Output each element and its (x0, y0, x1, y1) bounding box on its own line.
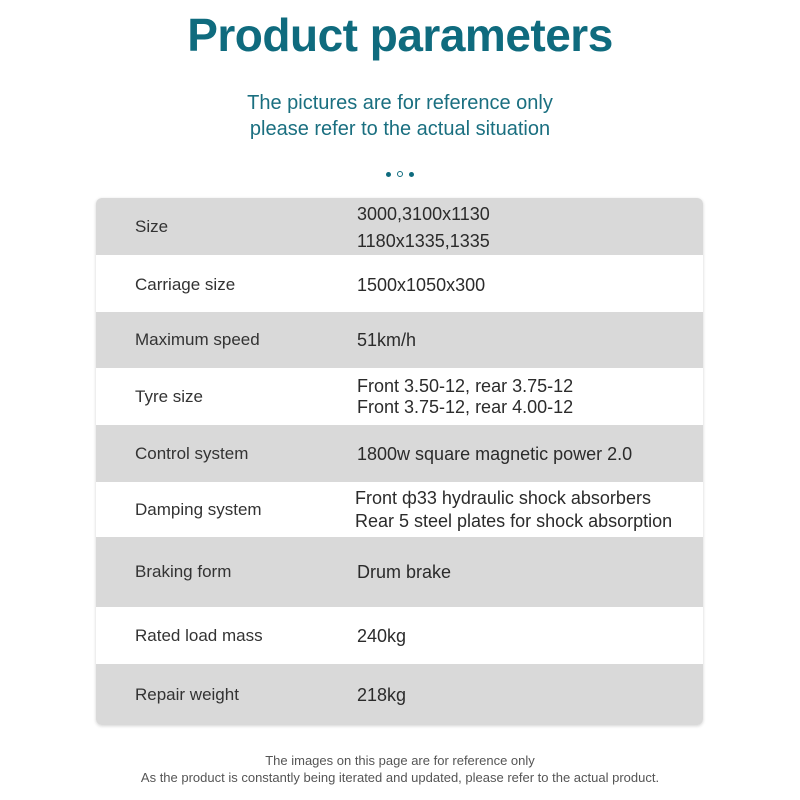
subtitle-line-2: please refer to the actual situation (249, 118, 551, 140)
spec-label: Carriage size (135, 274, 236, 294)
spec-value (357, 425, 703, 482)
spec-label: Rated load mass (135, 625, 263, 645)
spec-value-line: Front ф33 hydraulic shock absorbers (355, 487, 651, 508)
decorative-dots (0, 171, 800, 177)
spec-value-line: 240kg (357, 625, 407, 646)
spec-value-line: 1180x1335,1335 (357, 231, 490, 251)
hollow-dot-icon (397, 171, 403, 177)
page-title: Product parameters (187, 9, 613, 61)
spec-value (357, 537, 703, 607)
spec-label: Control system (135, 443, 249, 463)
spec-value-line: 1500x1050x300 (357, 274, 486, 295)
subtitle (0, 90, 800, 142)
table-row (96, 537, 703, 607)
spec-table (96, 198, 703, 725)
table-row (96, 198, 703, 255)
spec-value-line: 3000,3100x1130 (357, 204, 490, 224)
spec-value-line: 51km/h (357, 330, 417, 350)
spec-value (357, 257, 703, 312)
footer-line-2: As the product is constantly being iterated and updated, please refer to the actual product. (140, 770, 660, 785)
spec-value (357, 607, 703, 664)
spec-label: Size (135, 216, 169, 236)
dot-icon (386, 172, 391, 177)
table-row (96, 607, 703, 664)
spec-value (357, 664, 703, 725)
footer-disclaimer (0, 752, 800, 786)
dot-icon (409, 172, 414, 177)
table-row (96, 425, 703, 482)
footer-line-1: The images on this page are for reference only (265, 753, 535, 768)
spec-value-line: Drum brake (357, 562, 452, 582)
spec-label: Maximum speed (135, 330, 260, 349)
spec-value (355, 482, 703, 537)
subtitle-line-1: The pictures are for reference only (247, 92, 553, 114)
spec-label: Repair weight (135, 684, 239, 704)
spec-value (357, 312, 703, 368)
table-row (96, 664, 703, 725)
table-row (96, 257, 703, 312)
spec-value (357, 201, 703, 255)
table-row (96, 312, 703, 368)
spec-value-line: Front 3.75-12, rear 4.00-12 (357, 396, 574, 417)
spec-value-line: Front 3.50-12, rear 3.75-12 (357, 375, 574, 396)
table-row (96, 368, 703, 425)
spec-value-line: 1800w square magnetic power 2.0 (357, 443, 633, 464)
spec-value (357, 368, 703, 425)
spec-value-line: Rear 5 steel plates for shock absorption (355, 510, 673, 531)
spec-label: Tyre size (135, 386, 204, 406)
spec-label: Damping system (135, 499, 262, 519)
table-row (96, 482, 703, 537)
spec-value-line: 218kg (357, 684, 407, 705)
spec-label: Braking form (135, 562, 232, 581)
